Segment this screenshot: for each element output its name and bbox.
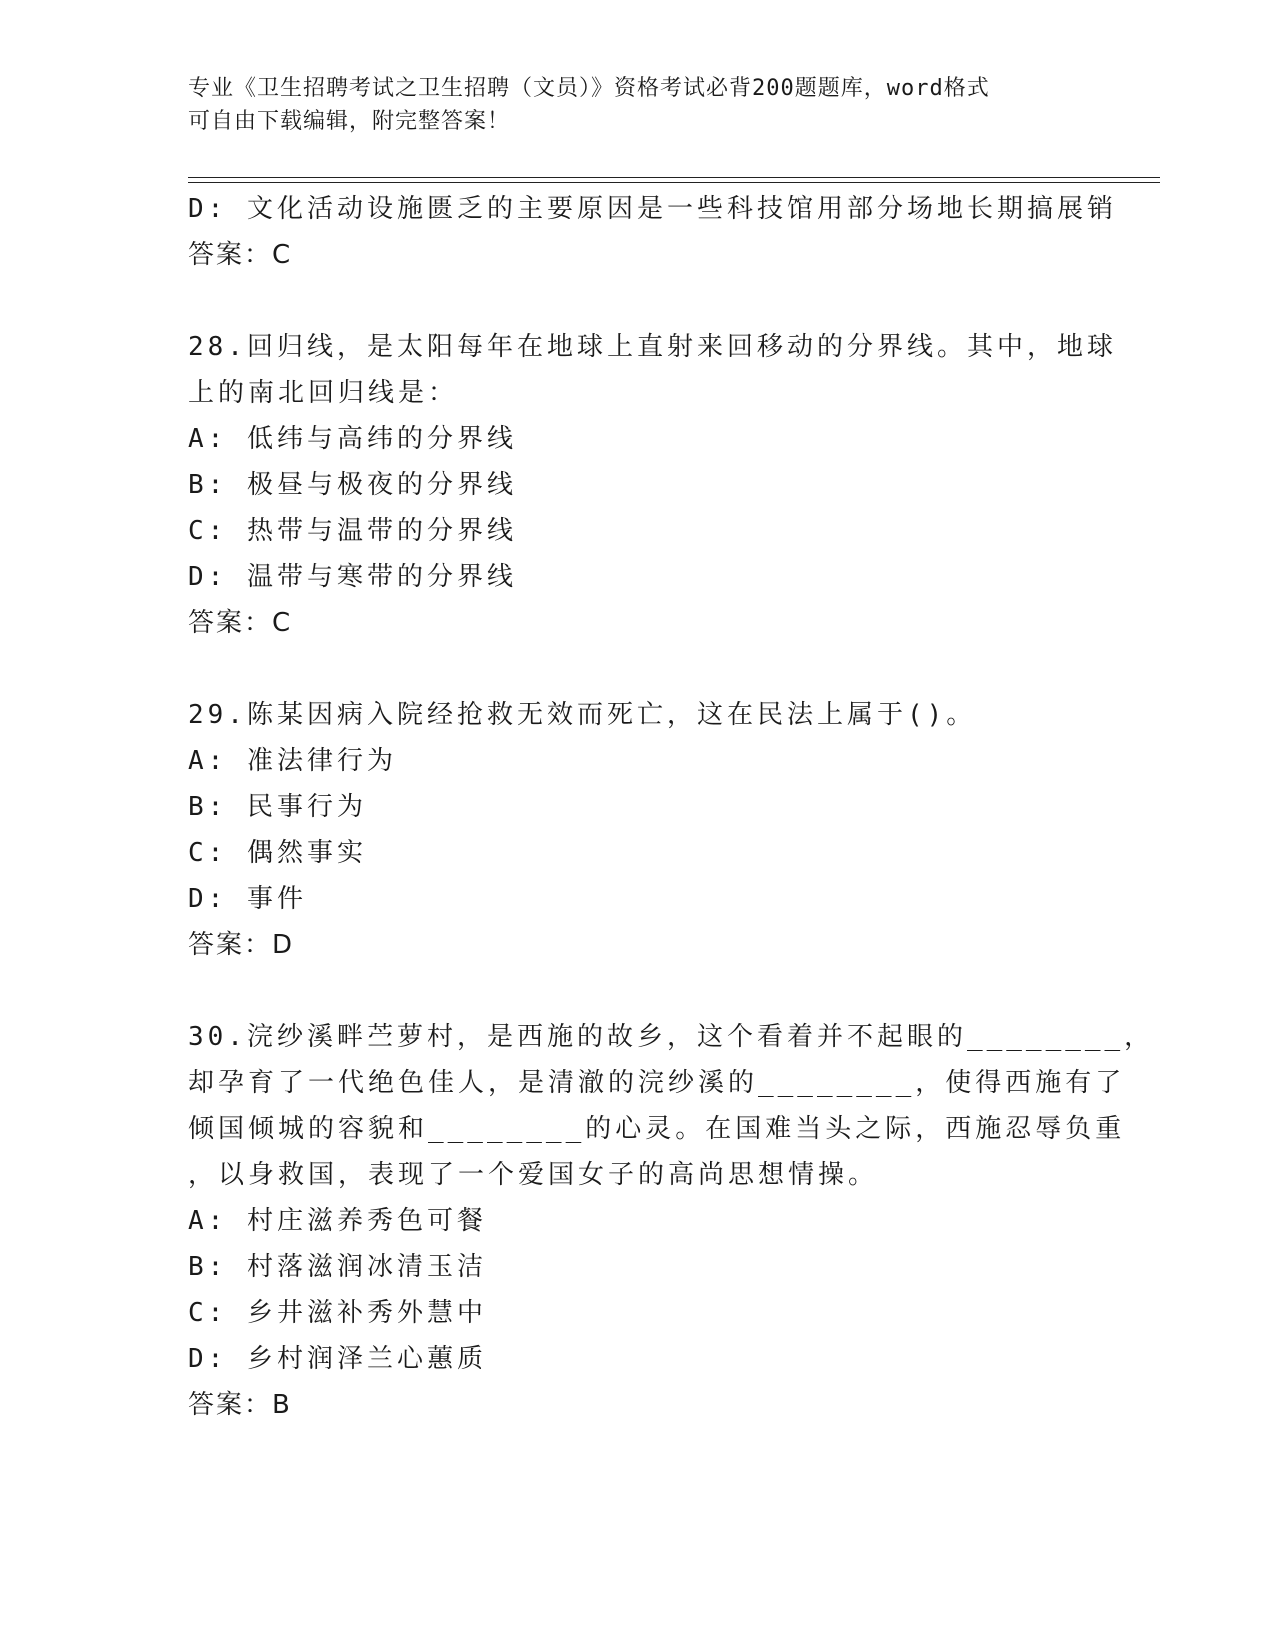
- question-stem-line: 30.浣纱溪畔苎萝村，是西施的故乡，这个看着并不起眼的________，: [188, 1022, 1155, 1052]
- header-divider: [188, 177, 1160, 183]
- option-a: A: 准法律行为: [188, 746, 397, 776]
- option-c: C: 热带与温带的分界线: [188, 516, 517, 546]
- header-line-1: 专业《卫生招聘考试之卫生招聘（文员）》资格考试必背200题题库，word格式: [188, 76, 990, 101]
- question-30: [188, 1014, 1155, 1428]
- question-29: [188, 692, 1088, 968]
- question-stem-line: 28.回归线，是太阳每年在地球上直射来回移动的分界线。其中，地球: [188, 332, 1117, 362]
- question-stem-line: 却孕育了一代绝色佳人，是清澈的浣纱溪的________，使得西施有了: [188, 1068, 1126, 1098]
- option-b: B: 村落滋润冰清玉洁: [188, 1252, 487, 1282]
- question-27-continuation: [188, 186, 1117, 278]
- option-d: D: 事件: [188, 884, 307, 914]
- question-content: [188, 186, 1155, 1428]
- answer-line: 答案：C: [188, 608, 293, 638]
- spacer: [188, 968, 1088, 1014]
- question-stem-line: 29.陈某因病入院经抢救无效而死亡，这在民法上属于()。: [188, 700, 977, 730]
- option-d: D: 温带与寒带的分界线: [188, 562, 517, 592]
- option-d: D: 乡村润泽兰心蕙质: [188, 1344, 487, 1374]
- answer-line: 答案：C: [188, 240, 293, 270]
- spacer: [188, 646, 1088, 692]
- question-28: [188, 324, 1117, 646]
- answer-line: 答案：D: [188, 930, 295, 960]
- option-c: C: 乡井滋补秀外慧中: [188, 1298, 487, 1328]
- option-a: A: 村庄滋养秀色可餐: [188, 1206, 487, 1236]
- header-line-2: 可自由下载编辑，附完整答案！: [188, 109, 511, 134]
- page-header: [188, 72, 1088, 138]
- option-a: A: 低纬与高纬的分界线: [188, 424, 517, 454]
- question-stem-line: 上的南北回归线是：: [188, 378, 459, 408]
- option-c: C: 偶然事实: [188, 838, 367, 868]
- option-b: B: 民事行为: [188, 792, 367, 822]
- question-stem-line: ，以身救国，表现了一个爱国女子的高尚思想情操。: [188, 1160, 879, 1190]
- option-b: B: 极昼与极夜的分界线: [188, 470, 517, 500]
- spacer: [188, 278, 1088, 324]
- option-d: D: 文化活动设施匮乏的主要原因是一些科技馆用部分场地长期搞展销: [188, 194, 1117, 224]
- answer-line: 答案：B: [188, 1390, 292, 1420]
- question-stem-line: 倾国倾城的容貌和________的心灵。在国难当头之际，西施忍辱负重: [188, 1114, 1126, 1144]
